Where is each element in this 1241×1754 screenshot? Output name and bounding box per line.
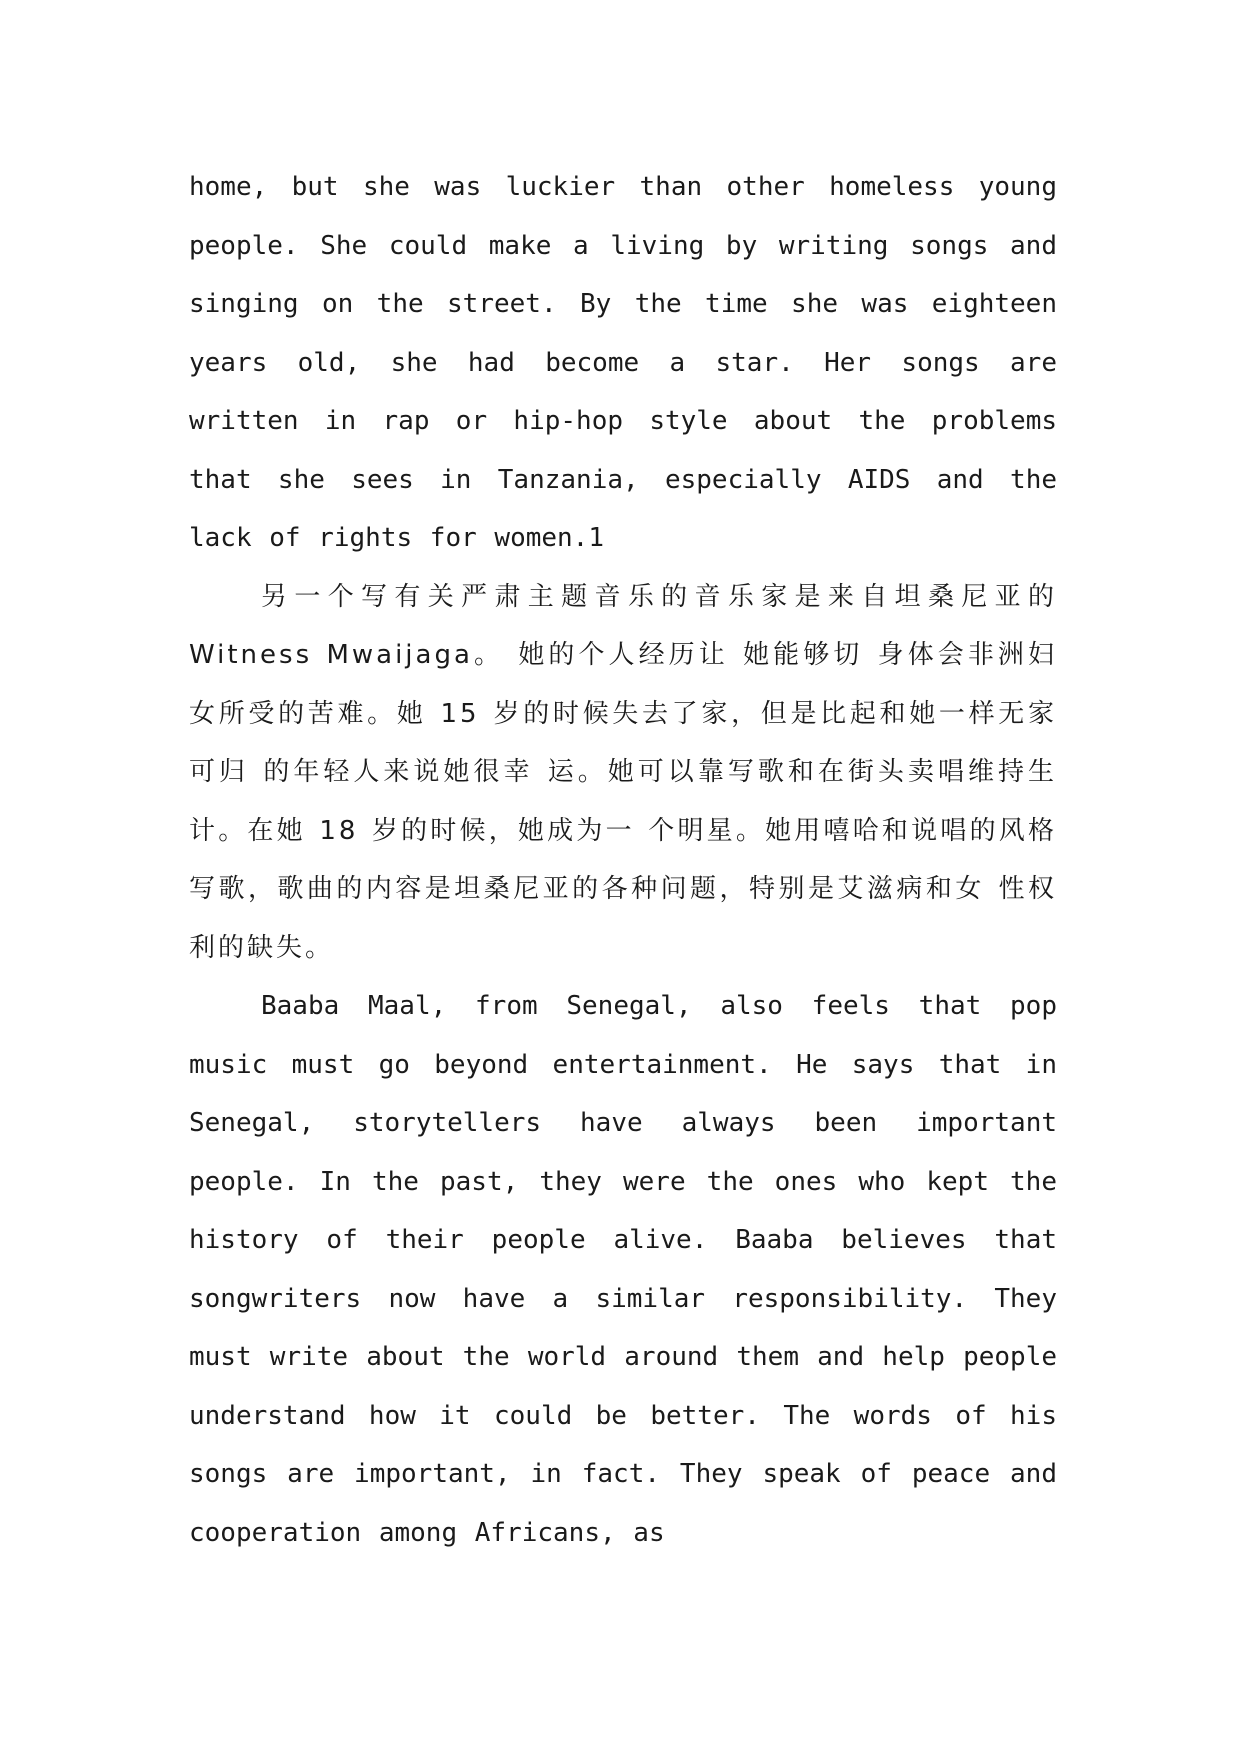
document-body [189, 158, 1057, 1562]
paragraph-chinese-translation: 另一个写有关严肃主题音乐的音乐家是来自坦桑尼亚的 Witness Mwaijaga。 她的个人经历让 她能够切 身体会非洲妇女所受的苦难。她 15 岁的时候失去了家，但是比起和她一样无家可归 的年轻人来说她很幸 运。她可以靠写歌和在街头卖唱维持生计。在她 18 岁的时候，她成为一 个明星。她用嘻哈和说唱的风格 写歌，歌曲的内容是坦桑尼亚的各种问题，特别是艾滋病和女 性权利的缺失。 [189, 581, 1057, 963]
paragraph-english-1: home, but she was luckier than other homeless young people. She could make a living by writing songs and singing on the street. By the time she was eighteen years old, she had become a star. Her songs are written in rap or hip-hop style about the problems that she sees in Tanzania, especially AIDS and the lack of rights for women.1 [189, 172, 1057, 553]
paragraph-english-2: Baaba Maal, from Senegal, also feels that pop music must go beyond entertainment. He says that in Senegal, storytellers have always been important people. In the past, they were the ones who kept the history of their people alive. Baaba believes that songwriters now have a similar responsibility. They must write about the world around them and help people understand how it could be better. The words of his songs are important, in fact. They speak of peace and cooperation among Africans, as [189, 991, 1057, 1548]
